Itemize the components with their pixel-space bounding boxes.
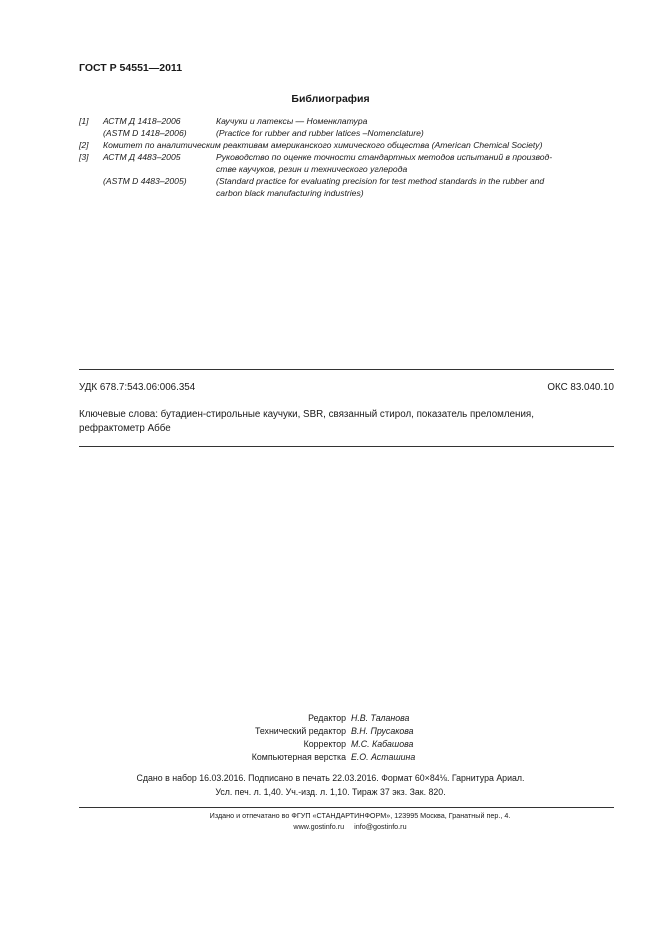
bib-entry-title-cont: carbon black manufacturing industries) bbox=[216, 188, 364, 198]
oks-code: ОКС 83.040.10 bbox=[547, 382, 614, 393]
publication-info-line-1: Сдано в набор 16.03.2016. Подписано в печать 22.03.2016. Формат 60×84⅛. Гарнитура Ариал. bbox=[136, 773, 525, 783]
credit-name: М.С. Кабашова bbox=[351, 739, 414, 749]
credit-label: Редактор bbox=[308, 713, 346, 723]
credit-label: Корректор bbox=[303, 739, 346, 749]
bib-entry-title: (Standard practice for evaluating precision for test method standards in the rubber and bbox=[216, 176, 545, 186]
publisher-address: Издано и отпечатано во ФГУП «СТАНДАРТИНФОРМ», 123995 Москва, Гранатный пер., 4. bbox=[209, 811, 511, 820]
credit-name: Е.О. Асташина bbox=[351, 752, 416, 762]
udk-code: УДК 678.7:543.06:006.354 bbox=[79, 382, 196, 393]
divider-middle bbox=[79, 446, 614, 447]
bib-entry-title: Комитет по аналитическим реактивам американского химического общества (American Chemical Society) bbox=[103, 140, 543, 150]
publication-info-line-2: Усл. печ. л. 1,40. Уч.-изд. л. 1,10. Тираж 37 экз. Зак. 820. bbox=[215, 787, 446, 797]
credit-name: Н.В. Таланова bbox=[351, 713, 410, 723]
bibliography-title: Библиография bbox=[291, 93, 370, 105]
bib-entry-number: [1] bbox=[79, 116, 89, 126]
bib-entry-number: [3] bbox=[79, 152, 89, 162]
bib-entry-title: (Practice for rubber and rubber latices –Nomenclature) bbox=[216, 128, 424, 138]
bib-entry-title: Каучуки и латексы — Номенклатура bbox=[216, 116, 368, 126]
keywords-line-1: Ключевые слова: бутадиен-стирольные каучуки, SBR, связанный стирол, показатель преломления, bbox=[79, 409, 534, 420]
standard-number: ГОСТ Р 54551—2011 bbox=[79, 62, 183, 74]
bib-entry-code: АСТМ Д 4483–2005 bbox=[103, 152, 181, 162]
keywords-line-2: рефрактометр Аббе bbox=[79, 423, 171, 434]
credit-label: Технический редактор bbox=[254, 726, 346, 736]
bib-entry-title-cont: стве каучуков, резин и технического углерода bbox=[216, 164, 408, 174]
credit-name: В.Н. Прусакова bbox=[351, 726, 414, 736]
divider-top bbox=[79, 369, 614, 370]
bib-entry-code: (ASTM D 1418–2006) bbox=[103, 128, 187, 138]
divider-bottom bbox=[79, 807, 614, 808]
bib-entry-code: АСТМ Д 1418–2006 bbox=[103, 116, 181, 126]
bib-entry-number: [2] bbox=[79, 140, 89, 150]
bib-entry-code: (ASTM D 4483–2005) bbox=[103, 176, 187, 186]
publisher-contacts: www.gostinfo.ru info@gostinfo.ru bbox=[293, 822, 407, 831]
credit-label: Компьютерная верстка bbox=[251, 752, 346, 762]
bib-entry-title: Руководство по оценке точности стандартных методов испытаний в производ- bbox=[216, 152, 553, 162]
